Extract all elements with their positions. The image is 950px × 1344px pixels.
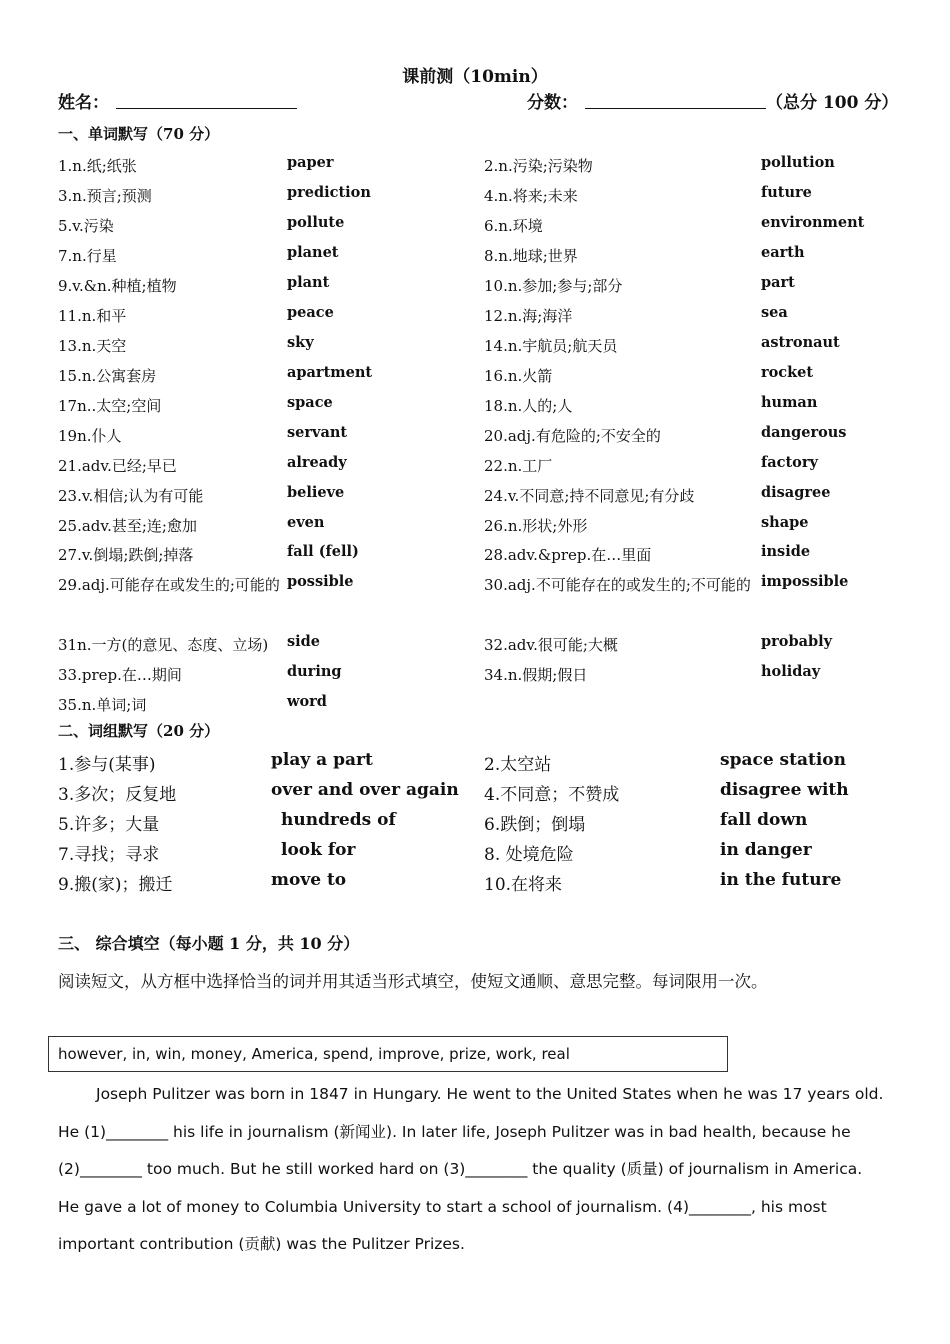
phrase-en-left: over and over again bbox=[271, 780, 459, 800]
vocab-cn-left: 25.adv.甚至;连;愈加 bbox=[58, 517, 197, 535]
passage bbox=[58, 1076, 908, 1264]
total-score-note: （总分 100 分） bbox=[766, 93, 899, 113]
vocab-cn-left: 33.prep.在…期间 bbox=[58, 666, 182, 684]
vocab-cn-right: 20.adj.有危险的;不安全的 bbox=[484, 427, 661, 445]
phrase-en-left: hundreds of bbox=[281, 810, 396, 830]
vocab-cn-left: 5.v.污染 bbox=[58, 217, 114, 235]
vocab-en-right: human bbox=[761, 394, 818, 411]
passage-line: important contribution (贡献) was the Pulitzer Prizes. bbox=[58, 1235, 465, 1253]
section3-heading: 三、 综合填空（每小题 1 分，共 10 分） bbox=[58, 934, 360, 953]
vocab-en-right: astronaut bbox=[761, 334, 840, 351]
vocab-en-right: shape bbox=[761, 514, 809, 531]
vocab-en-left: servant bbox=[287, 424, 348, 441]
vocab-cn-right: 18.n.人的;人 bbox=[484, 397, 573, 415]
vocab-en-left: word bbox=[287, 693, 327, 710]
vocab-en-right: earth bbox=[761, 244, 805, 261]
phrase-cn-right: 2.太空站 bbox=[484, 755, 552, 775]
vocab-en-left: planet bbox=[287, 244, 339, 261]
vocab-en-right: impossible bbox=[761, 573, 849, 590]
vocab-cn-right: 16.n.火箭 bbox=[484, 367, 553, 385]
section3-instruction: 阅读短文，从方框中选择恰当的词并用其适当形式填空，使短文通顺、意思完整。每词限用一次。 bbox=[58, 972, 768, 991]
vocab-cn-right: 6.n.环境 bbox=[484, 217, 543, 235]
vocab-cn-left: 11.n.和平 bbox=[58, 307, 127, 325]
phrase-en-right: in danger bbox=[720, 840, 812, 860]
vocab-cn-right: 8.n.地球;世界 bbox=[484, 247, 578, 265]
phrase-cn-right: 10.在将来 bbox=[484, 875, 563, 895]
phrase-en-left: look for bbox=[281, 840, 356, 860]
phrase-cn-right: 4.不同意；不赞成 bbox=[484, 785, 620, 805]
phrase-en-left: play a part bbox=[271, 750, 373, 770]
vocab-cn-left: 3.n.预言;预测 bbox=[58, 187, 152, 205]
vocab-en-left: pollute bbox=[287, 214, 345, 231]
vocab-en-right: factory bbox=[761, 454, 818, 471]
phrase-cn-left: 9.搬(家)；搬迁 bbox=[58, 875, 173, 895]
vocab-en-left: side bbox=[287, 633, 321, 650]
vocab-cn-right: 26.n.形状;外形 bbox=[484, 517, 588, 535]
vocab-cn-right: 4.n.将来;未来 bbox=[484, 187, 578, 205]
name-blank bbox=[116, 108, 297, 109]
vocab-en-right: future bbox=[761, 184, 812, 201]
word-box: however, in, win, money, America, spend, improve, prize, work, real bbox=[48, 1036, 728, 1072]
vocab-en-right: environment bbox=[761, 214, 865, 231]
vocab-en-left: possible bbox=[287, 573, 354, 590]
vocab-cn-left: 31n.一方(的意见、态度、立场) bbox=[58, 636, 269, 654]
passage-line: (2)________ too much. But he still worked hard on (3)________ the quality (质量) of journalism in America. bbox=[58, 1160, 863, 1178]
vocab-en-left: peace bbox=[287, 304, 334, 321]
vocab-en-left: fall (fell) bbox=[287, 543, 359, 560]
phrase-en-right: in the future bbox=[720, 870, 842, 890]
vocab-en-left: during bbox=[287, 663, 342, 680]
vocab-cn-right: 12.n.海;海洋 bbox=[484, 307, 573, 325]
vocab-cn-left: 17n..太空;空间 bbox=[58, 397, 162, 415]
vocab-en-right: inside bbox=[761, 543, 811, 560]
vocab-cn-right: 24.v.不同意;持不同意见;有分歧 bbox=[484, 487, 695, 505]
vocab-en-right: disagree bbox=[761, 484, 831, 501]
vocab-en-left: even bbox=[287, 514, 325, 531]
phrase-cn-right: 8. 处境危险 bbox=[484, 845, 574, 865]
vocab-cn-left: 7.n.行星 bbox=[58, 247, 117, 265]
vocab-cn-right: 28.adv.&prep.在…里面 bbox=[484, 546, 652, 564]
vocab-en-right: rocket bbox=[761, 364, 814, 381]
phrase-cn-right: 6.跌倒；倒塌 bbox=[484, 815, 586, 835]
phrase-en-right: disagree with bbox=[720, 780, 849, 800]
score-blank bbox=[585, 108, 766, 109]
vocab-en-left: apartment bbox=[287, 364, 373, 381]
vocab-cn-right: 14.n.宇航员;航天员 bbox=[484, 337, 618, 355]
vocab-en-right: dangerous bbox=[761, 424, 847, 441]
vocab-en-right: holiday bbox=[761, 663, 821, 680]
vocab-cn-left: 13.n.天空 bbox=[58, 337, 127, 355]
phrase-en-right: fall down bbox=[720, 810, 808, 830]
name-label: 姓名： bbox=[58, 93, 109, 113]
vocab-cn-right: 2.n.污染;污染物 bbox=[484, 157, 593, 175]
vocab-en-right: sea bbox=[761, 304, 788, 321]
section2-heading: 二、词组默写（20 分） bbox=[58, 722, 220, 740]
phrase-cn-left: 7.寻找；寻求 bbox=[58, 845, 160, 865]
vocab-en-left: paper bbox=[287, 154, 334, 171]
vocab-cn-right: 10.n.参加;参与;部分 bbox=[484, 277, 623, 295]
vocab-cn-right: 32.adv.很可能;大概 bbox=[484, 636, 618, 654]
vocab-en-left: believe bbox=[287, 484, 345, 501]
vocab-cn-left: 1.n.纸;纸张 bbox=[58, 157, 137, 175]
vocab-cn-left: 35.n.单词;词 bbox=[58, 696, 147, 714]
passage-line: Joseph Pulitzer was born in 1847 in Hungary. He went to the United States when he was 17 years old. bbox=[96, 1085, 884, 1103]
passage-line: He gave a lot of money to Columbia University to start a school of journalism. (4)________, his most bbox=[58, 1197, 827, 1216]
score-label: 分数： bbox=[527, 93, 578, 113]
vocab-en-left: space bbox=[287, 394, 333, 411]
vocab-en-left: sky bbox=[287, 334, 314, 351]
page-title: 课前测（10min） bbox=[402, 67, 548, 87]
section1-heading: 一、单词默写（70 分） bbox=[58, 125, 220, 143]
vocab-cn-left: 9.v.&n.种植;植物 bbox=[58, 277, 177, 295]
phrase-en-left: move to bbox=[271, 870, 347, 890]
vocab-cn-left: 19n.仆人 bbox=[58, 427, 122, 445]
vocab-en-right: part bbox=[761, 274, 795, 291]
phrase-en-right: space station bbox=[720, 750, 847, 770]
vocab-en-right: probably bbox=[761, 633, 833, 650]
vocab-cn-left: 29.adj.可能存在或发生的;可能的 bbox=[58, 576, 280, 594]
vocab-en-left: plant bbox=[287, 274, 330, 291]
phrase-cn-left: 3.多次；反复地 bbox=[58, 785, 177, 805]
vocab-en-left: prediction bbox=[287, 184, 371, 201]
vocab-en-left: already bbox=[287, 454, 347, 471]
phrase-cn-left: 5.许多；大量 bbox=[58, 815, 160, 835]
vocab-cn-left: 15.n.公寓套房 bbox=[58, 367, 157, 385]
vocab-en-right: pollution bbox=[761, 154, 835, 171]
vocab-cn-right: 22.n.工厂 bbox=[484, 457, 553, 475]
vocab-cn-left: 27.v.倒塌;跌倒;掉落 bbox=[58, 546, 194, 564]
vocab-cn-left: 23.v.相信;认为有可能 bbox=[58, 487, 204, 505]
vocab-cn-right: 30.adj.不可能存在的或发生的;不可能的 bbox=[484, 576, 751, 594]
vocab-cn-left: 21.adv.已经;早已 bbox=[58, 457, 177, 475]
vocab-cn-right: 34.n.假期;假日 bbox=[484, 666, 588, 684]
passage-line: He (1)________ his life in journalism (新闻业). In later life, Joseph Pulitzer was in bad health, because he bbox=[58, 1122, 851, 1141]
phrase-cn-left: 1.参与(某事) bbox=[58, 755, 156, 775]
name-score-row bbox=[58, 88, 898, 114]
